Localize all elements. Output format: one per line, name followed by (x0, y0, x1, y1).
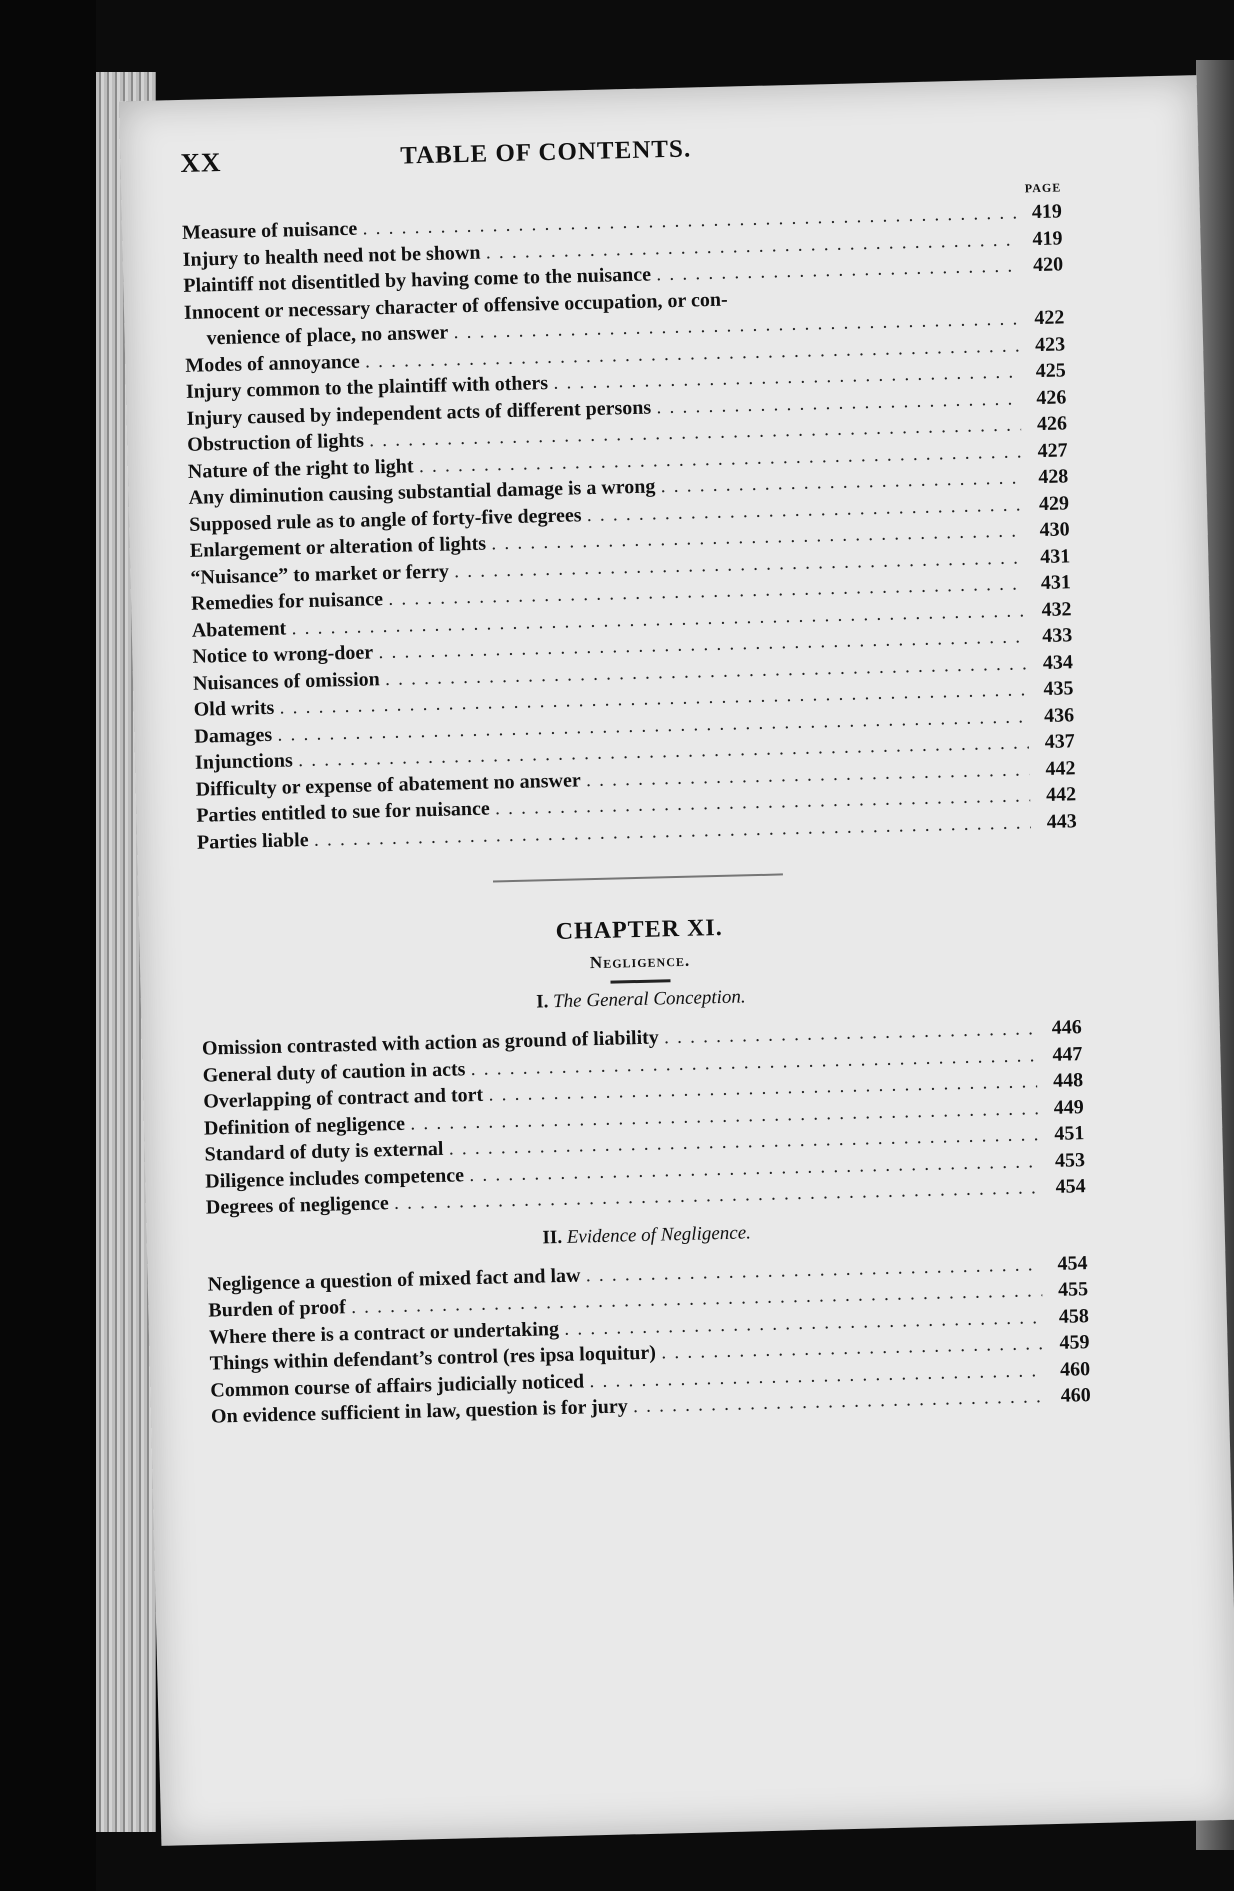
toc-entry-title: Any diminution causing substantial damage is a wrong (188, 475, 656, 509)
toc-entry-page: 432 (1041, 597, 1072, 621)
toc-list-section-1 (202, 1014, 1086, 1221)
toc-entry-page: 448 (1052, 1069, 1084, 1092)
toc-entry-page: 459 (1059, 1331, 1090, 1354)
toc-entry-title: Modes of annoyance (185, 350, 360, 377)
toc-entry-title: Overlapping of contract and tort (203, 1083, 484, 1113)
toc-entry-page: 446 (1051, 1016, 1083, 1039)
toc-entry-title: Where there is a contract or undertaking (208, 1317, 560, 1349)
toc-entry-title: Nuisances of omission (192, 667, 380, 695)
toc-entry-title: Notice to wrong-doer (192, 641, 374, 668)
toc-entry-page: 431 (1039, 544, 1071, 568)
toc-entry-page: 427 (1037, 438, 1068, 462)
toc-entry-page: 431 (1040, 571, 1072, 595)
toc-entry-page: 422 (1034, 306, 1065, 330)
toc-entry-page: 433 (1041, 624, 1073, 648)
toc-entry-page: 429 (1038, 491, 1070, 515)
toc-entry-page: 423 (1034, 332, 1066, 356)
toc-entry-page: 460 (1060, 1384, 1092, 1407)
toc-entry-page: 436 (1043, 703, 1075, 727)
toc-entry-page: 454 (1055, 1175, 1086, 1198)
toc-entry-page: 460 (1059, 1357, 1091, 1381)
chapter-subtitle: Negligence. (589, 950, 691, 973)
toc-entry-title: venience of place, no answer (206, 321, 449, 350)
toc-entry-title: Negligence a question of mixed fact and law (207, 1264, 581, 1296)
toc-entry-page: 442 (1045, 783, 1077, 806)
scan-left-margin (0, 0, 96, 1891)
toc-entry-page: 458 (1058, 1304, 1090, 1328)
toc-entry-page: 437 (1044, 730, 1076, 753)
toc-entry-page: 428 (1038, 465, 1069, 489)
toc-entry-title: Innocent or necessary character of offensive occupation, or con- (183, 288, 728, 324)
toc-entry-page: 426 (1036, 385, 1067, 409)
toc-entry-title: On evidence sufficient in law, question is for jury (210, 1395, 629, 1428)
toc-entry-title: Obstruction of lights (186, 429, 365, 456)
toc-entry-title: Old writs (193, 696, 275, 721)
toc-entry-title: Abatement (191, 617, 287, 642)
toc-entry-title: Parties entitled to sue for nuisance (196, 797, 491, 827)
toc-entry-page: 425 (1035, 359, 1066, 383)
toc-entry-page: 419 (1031, 200, 1063, 224)
toc-entry-title: Degrees of negligence (205, 1192, 390, 1219)
toc-entry-page: 420 (1032, 253, 1064, 277)
toc-entry-page: 455 (1057, 1278, 1089, 1301)
toc-entry-title: Burden of proof (208, 1296, 347, 1322)
toc-entry-page: 442 (1045, 756, 1076, 780)
toc-list-section-2 (207, 1250, 1091, 1430)
page-number: XX (179, 146, 222, 178)
toc-entry-title: Injury caused by independent acts of different persons (186, 396, 652, 430)
toc-list (182, 198, 1077, 855)
toc-entry-title: Plaintiff not disentitled by having come to the nuisance (183, 263, 652, 297)
toc-entry-title: Damages (194, 723, 273, 748)
toc-entry-page: 449 (1053, 1095, 1084, 1119)
chapter-title: CHAPTER XI. (555, 914, 724, 945)
toc-entry-title: Injury common to the plaintiff with others (185, 372, 549, 403)
page-content (180, 120, 1091, 1430)
toc-entry-title: Remedies for nuisance (190, 588, 384, 615)
toc-entry-title: Difficulty or expense of abatement no answer (195, 768, 581, 801)
toc-entry-title: Omission contrasted with action as ground of liability (201, 1026, 660, 1060)
toc-entry-title: General duty of caution in acts (202, 1057, 466, 1087)
toc-entry-page: 435 (1043, 677, 1074, 701)
section-title: The General Conception. (552, 986, 746, 1013)
toc-entry-page (1018, 297, 1064, 298)
section-divider (493, 873, 783, 882)
toc-entry-page: 454 (1057, 1251, 1088, 1275)
toc-entry-title: Common course of affairs judicially noticed (210, 1369, 585, 1402)
toc-entry-page: 434 (1042, 650, 1074, 674)
toc-entry-page: 443 (1046, 809, 1077, 833)
chapter-rule (610, 979, 670, 983)
toc-entry-title: Definition of negligence (203, 1112, 406, 1140)
toc-entry-title: Parties liable (196, 828, 309, 854)
toc-entry-title: “Nuisance” to market or ferry (190, 560, 450, 589)
toc-entry-page: 419 (1032, 226, 1063, 250)
toc-entry-title: Injunctions (194, 749, 294, 774)
running-title: TABLE OF CONTENTS. (399, 135, 692, 170)
toc-entry-title: Enlargement or alteration of lights (189, 532, 487, 562)
toc-entry-page: 451 (1054, 1122, 1085, 1145)
toc-entry-page: 453 (1054, 1148, 1086, 1172)
toc-entry-title: Nature of the right to light (187, 454, 414, 483)
section-number: I. (535, 991, 549, 1013)
section-number: II. (542, 1226, 563, 1248)
toc-entry-page: 447 (1052, 1042, 1083, 1066)
page-column-label: PAGE (1024, 180, 1062, 196)
toc-entry-title: Supposed rule as to angle of forty-five degrees (188, 503, 582, 536)
toc-entry-title: Diligence includes competence (204, 1163, 465, 1193)
toc-entry-title: Standard of duty is external (204, 1137, 444, 1166)
toc-entry-title: Things within defendant’s control (res ipsa loquitur) (209, 1341, 657, 1375)
section-title: Evidence of Negligence. (566, 1221, 752, 1248)
toc-entry-title: Measure of nuisance (181, 217, 358, 244)
toc-entry-page: 426 (1036, 412, 1068, 436)
book-page (119, 75, 1234, 1846)
toc-entry-title: Injury to health need not be shown (182, 241, 481, 271)
toc-entry-page: 430 (1039, 518, 1070, 542)
